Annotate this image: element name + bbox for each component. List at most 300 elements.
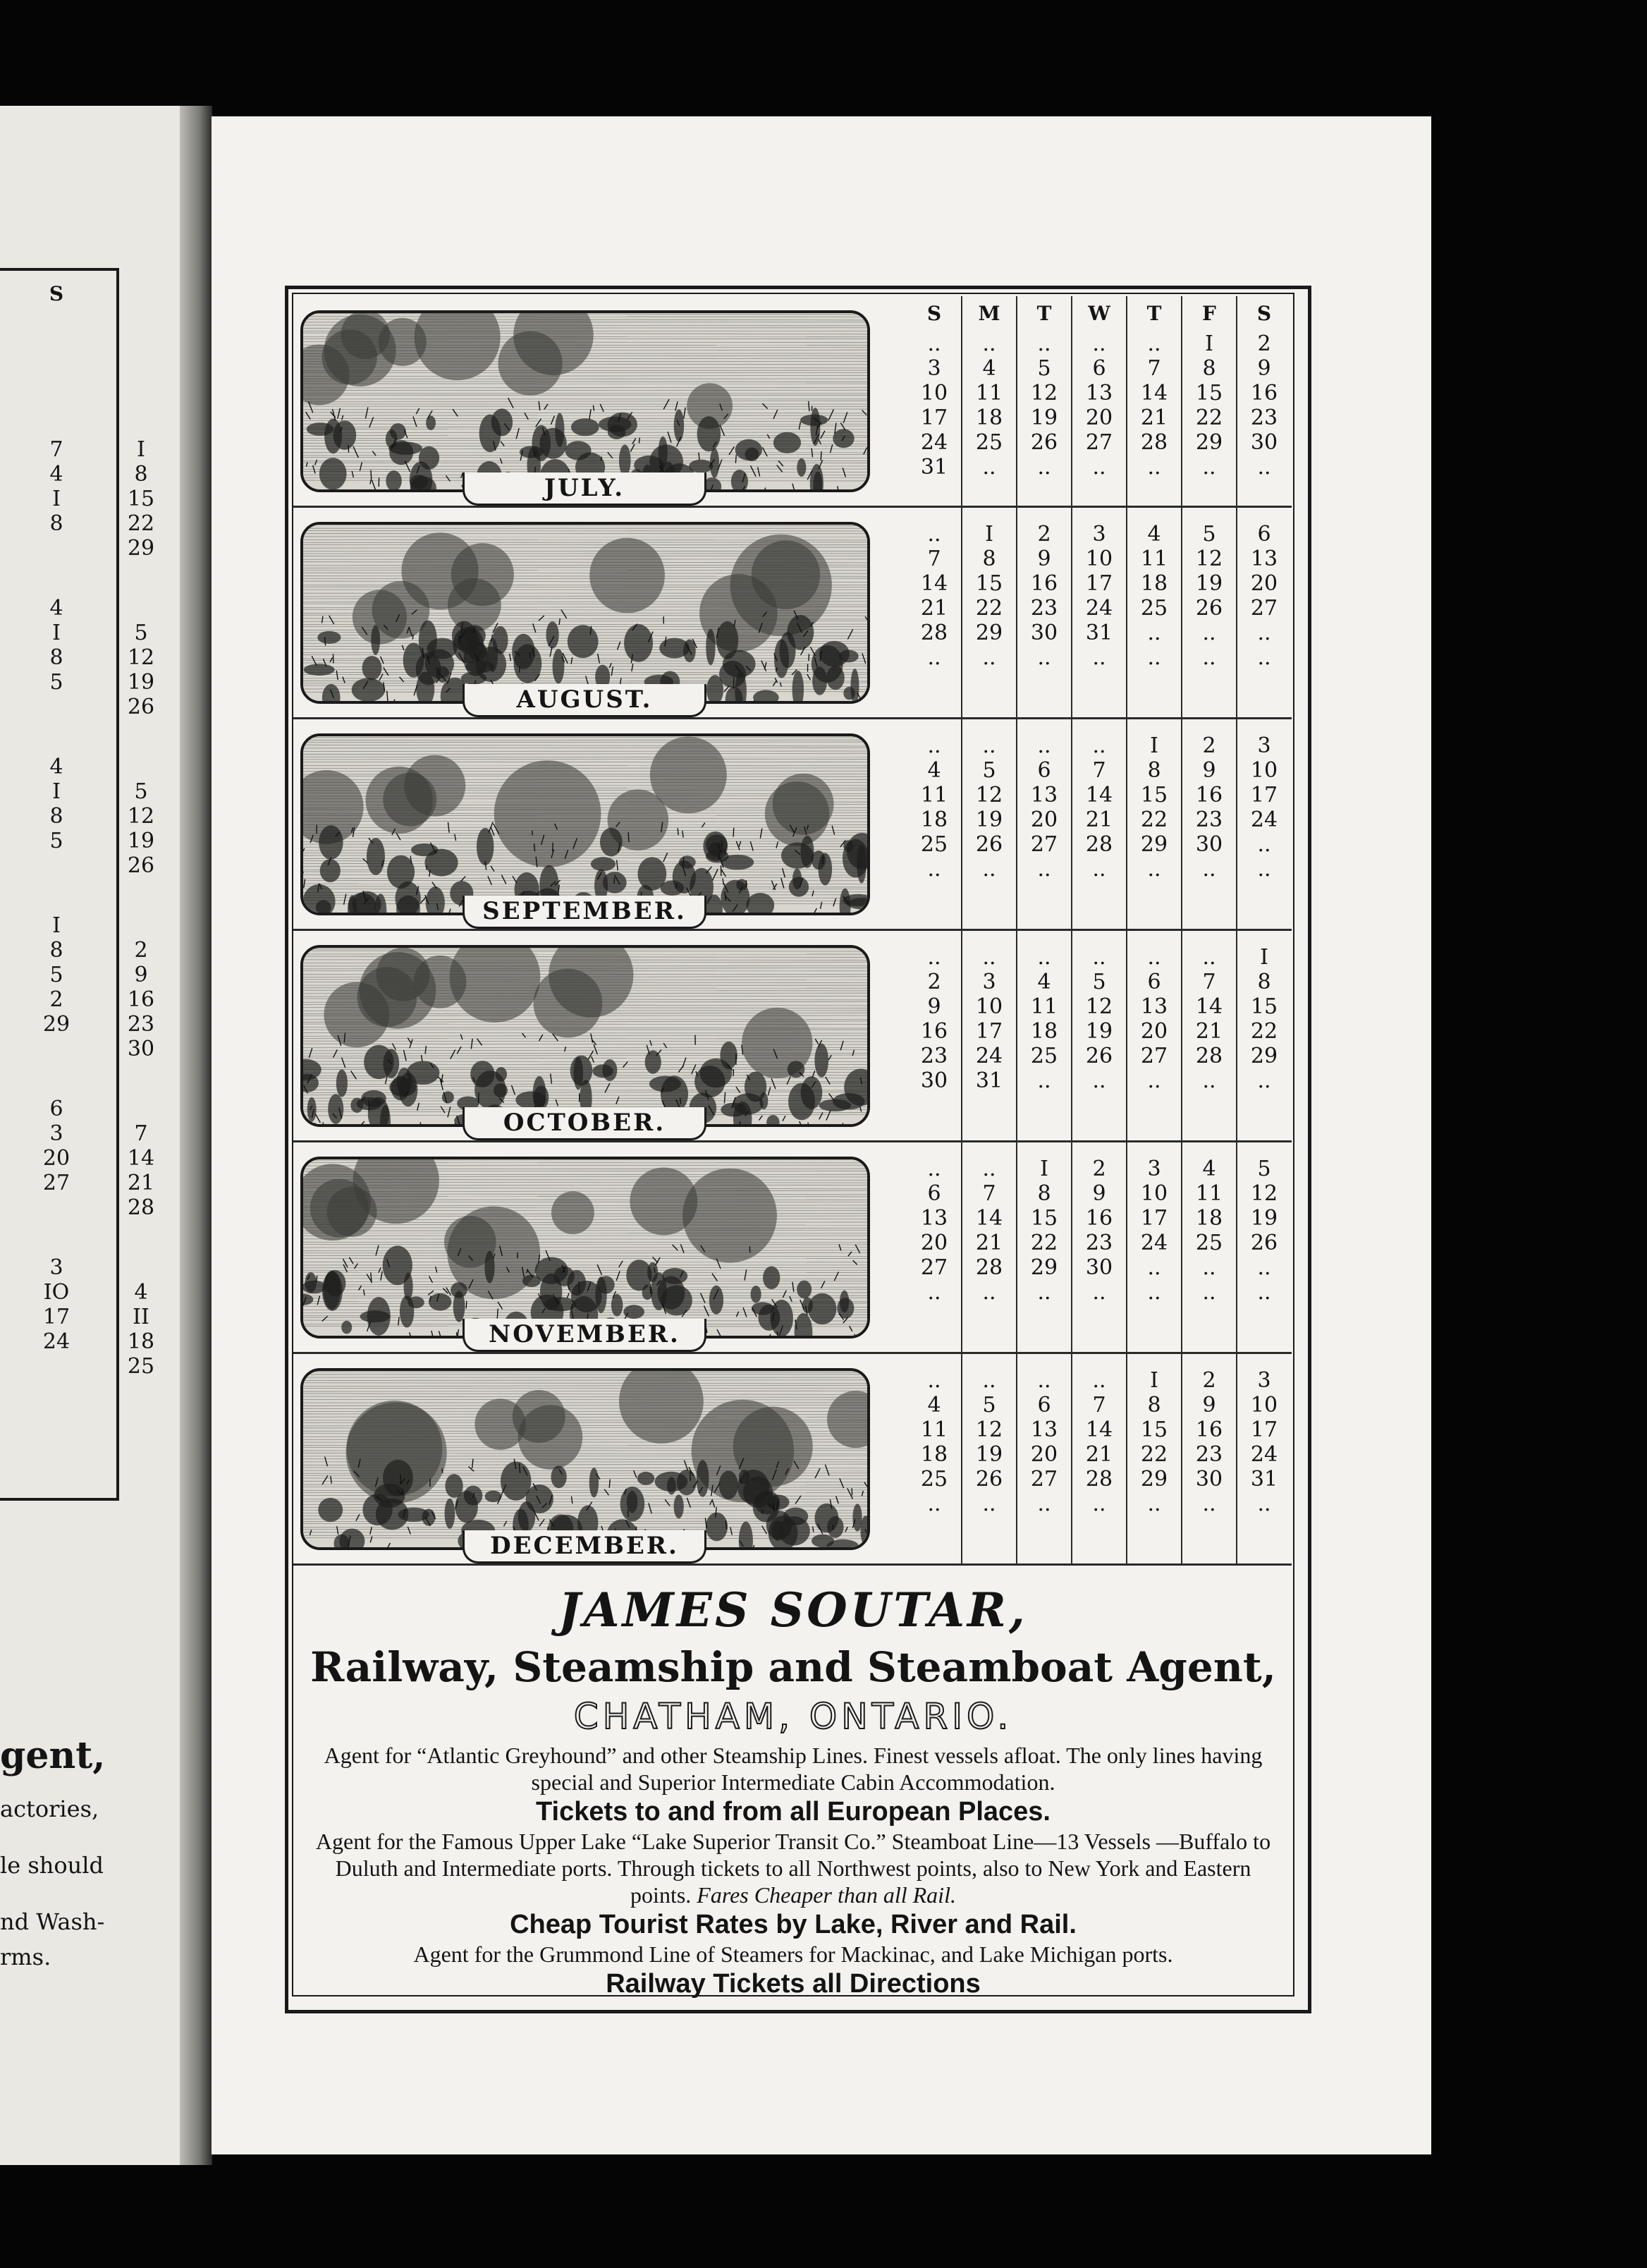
left-date: I	[52, 913, 61, 938]
calendar-date: ..	[1092, 1492, 1106, 1516]
calendar-date: 2	[1202, 1368, 1216, 1393]
advertiser-name: JAMES SOUTAR,	[558, 1583, 1028, 1638]
calendar-date: 27	[1140, 1044, 1168, 1068]
spacer	[1127, 1142, 1182, 1157]
month-calendar	[907, 508, 1292, 719]
calendar-date: ..	[1202, 1068, 1216, 1093]
month-calendar	[907, 719, 1292, 931]
calendar-date: 13	[1140, 994, 1168, 1019]
calendar-date: ..	[1257, 1492, 1271, 1516]
weekday-column	[1237, 1142, 1292, 1354]
calendar-date: 19	[975, 1442, 1003, 1467]
calendar-date: 13	[1085, 381, 1113, 406]
left-date: 17	[42, 1305, 71, 1329]
calendar-date: 14	[1140, 381, 1168, 406]
calendar-date: 15	[1140, 1418, 1168, 1442]
calendar-date: ..	[927, 331, 941, 356]
calendar-date: 24	[1250, 807, 1278, 832]
left-date: I	[52, 779, 61, 804]
left-date: 4	[49, 755, 63, 779]
calendar-date: 13	[1030, 1418, 1058, 1442]
calendar-date: 4	[1147, 522, 1161, 547]
calendar-date: 7	[1147, 356, 1161, 381]
calendar-date: 23	[1085, 1231, 1113, 1255]
left-date: 6	[49, 1097, 63, 1121]
calendar-date: 10	[1250, 758, 1278, 783]
month-calendar	[907, 931, 1292, 1142]
calendar-date: 3	[1257, 733, 1271, 758]
engraving-illustration	[303, 1159, 867, 1336]
calendar-date: 18	[920, 1442, 948, 1467]
calendar-date: 31	[1250, 1467, 1278, 1492]
engraving-illustration	[303, 525, 867, 701]
calendar-date: ..	[1092, 945, 1106, 970]
calendar-date: 29	[1140, 1467, 1168, 1492]
weekday-column	[1072, 719, 1127, 931]
calendar-date: 13	[920, 1206, 948, 1231]
calendar-date: 11	[920, 1418, 948, 1442]
calendar-date: ..	[1202, 945, 1216, 970]
month-vignette	[300, 945, 870, 1127]
calendar-date: ..	[927, 1157, 941, 1181]
calendar-date: 9	[1092, 1181, 1106, 1206]
month-vignette	[300, 522, 870, 704]
calendar-date: 5	[1202, 522, 1216, 547]
calendar-date: 17	[1140, 1206, 1168, 1231]
calendar-date: ..	[1037, 1280, 1051, 1305]
spacer	[1072, 508, 1127, 522]
calendar-date: ..	[1092, 1068, 1106, 1093]
calendar-date: ..	[1147, 1255, 1161, 1280]
left-frag-line: le should	[0, 1852, 104, 1879]
left-date: 30	[127, 1037, 155, 1061]
calendar-date: ..	[1202, 1492, 1216, 1516]
calendar-date: 13	[1030, 783, 1058, 807]
calendar-date: ..	[1092, 733, 1106, 758]
spacer	[907, 719, 962, 733]
calendar-date: 21	[1140, 406, 1168, 430]
calendar-date: 15	[975, 571, 1003, 596]
calendar-date: 4	[927, 758, 941, 783]
calendar-date: ..	[982, 733, 996, 758]
calendar-date: ..	[927, 1368, 941, 1393]
calendar-date: ..	[927, 733, 941, 758]
weekday-column	[1182, 931, 1237, 1142]
calendar-date: 10	[1085, 547, 1113, 571]
advertiser-role: Railway, Steamship and Steamboat Agent,	[310, 1643, 1276, 1691]
calendar-date: ..	[1037, 1368, 1051, 1393]
weekday-column	[1127, 508, 1182, 719]
weekday-header: S	[926, 302, 942, 325]
calendar-date: ..	[1202, 455, 1216, 480]
calendar-date: 18	[1140, 571, 1168, 596]
calendar-date: 2	[1037, 522, 1051, 547]
calendar-date: 14	[1085, 783, 1113, 807]
calendar-date: 18	[1030, 1019, 1058, 1044]
spacer	[1127, 719, 1182, 733]
calendar-date: 20	[1085, 406, 1113, 430]
calendar-date: 8	[1202, 356, 1216, 381]
calendar-date: ..	[1147, 1068, 1161, 1093]
calendar-date: 5	[1037, 356, 1051, 381]
calendar-date: ..	[1202, 1280, 1216, 1305]
calendar-date: ..	[927, 522, 941, 547]
left-date: 14	[127, 1146, 155, 1171]
left-date: II	[133, 1305, 149, 1329]
weekday-column	[962, 508, 1017, 719]
left-date: 7	[49, 437, 63, 462]
calendar-date: 9	[1202, 758, 1216, 783]
calendar-date: 30	[1195, 1467, 1223, 1492]
left-date: 24	[42, 1329, 71, 1354]
weekday-column	[907, 296, 962, 508]
month-name: NOVEMBER.	[463, 1319, 706, 1352]
calendar-date: ..	[1037, 645, 1051, 670]
calendar-date: ..	[1037, 733, 1051, 758]
left-date: 8	[49, 645, 63, 670]
calendar-date: 18	[975, 406, 1003, 430]
weekday-column	[1237, 1354, 1292, 1566]
weekday-column	[907, 1142, 962, 1354]
left-date: 5	[134, 621, 148, 645]
calendar-date: 17	[920, 406, 948, 430]
engraving-illustration	[303, 1371, 867, 1547]
weekday-column	[1182, 508, 1237, 719]
calendar-date: 25	[1195, 1231, 1223, 1255]
calendar-date: 13	[1250, 547, 1278, 571]
left-gap	[99, 1220, 183, 1280]
month-name: DECEMBER.	[463, 1530, 706, 1563]
calendar-date: 12	[975, 1418, 1003, 1442]
left-date: 9	[134, 963, 148, 987]
calendar-date: 30	[1250, 430, 1278, 455]
calendar-date: ..	[982, 1492, 996, 1516]
spacer	[1017, 931, 1072, 945]
left-header-s: S	[49, 282, 64, 305]
weekday-column	[907, 719, 962, 931]
calendar-date: 17	[1085, 571, 1113, 596]
weekday-column	[1072, 508, 1127, 719]
calendar-date: 12	[975, 783, 1003, 807]
calendar-date: ..	[1147, 1492, 1161, 1516]
calendar-date: 20	[1030, 807, 1058, 832]
spacer	[962, 1142, 1017, 1157]
weekday-column	[1237, 719, 1292, 931]
calendar-date: 6	[1092, 356, 1106, 381]
calendar-date: 9	[1202, 1393, 1216, 1418]
month-block	[293, 1142, 1292, 1354]
spacer	[1127, 1354, 1182, 1368]
calendar-date: 7	[1092, 758, 1106, 783]
calendar-date: 15	[1195, 381, 1223, 406]
calendar-date: 2	[1202, 733, 1216, 758]
calendar-date: I	[1260, 945, 1268, 970]
calendar-date: 14	[975, 1206, 1003, 1231]
left-date: 25	[127, 1354, 155, 1379]
ad-paragraph-2	[296, 1828, 1290, 1908]
weekday-header: S	[1256, 302, 1272, 325]
weekday-column	[1127, 719, 1182, 931]
calendar-date: ..	[927, 1280, 941, 1305]
calendar-date: 9	[1257, 356, 1271, 381]
calendar-date: 12	[1085, 994, 1113, 1019]
month-name: SEPTEMBER.	[463, 896, 706, 929]
calendar-date: 29	[1140, 832, 1168, 857]
left-date: 28	[127, 1195, 155, 1220]
calendar-date: 26	[975, 832, 1003, 857]
left-date: I	[52, 487, 61, 511]
calendar-date: 21	[1085, 807, 1113, 832]
weekday-column	[1127, 1354, 1182, 1566]
weekday-column	[962, 719, 1017, 931]
left-date: 12	[127, 804, 155, 829]
left-date: 26	[127, 695, 155, 719]
spacer	[962, 719, 1017, 733]
spacer	[1017, 719, 1072, 733]
left-date: 23	[127, 1012, 155, 1037]
calendar-date: 23	[1195, 807, 1223, 832]
calendar-date: ..	[982, 455, 996, 480]
calendar-date: 2	[1092, 1157, 1106, 1181]
calendar-date: 19	[1085, 1019, 1113, 1044]
calendar-date: 18	[1195, 1206, 1223, 1231]
calendar-date: 5	[1257, 1157, 1271, 1181]
ad-paragraph-1: Agent for “Atlantic Greyhound” and other Steamship Lines. Finest vessels afloat. The only lines having special and Superior Intermediate Cabin Accommodation.	[324, 1743, 1263, 1795]
weekday-column	[1072, 1142, 1127, 1354]
calendar-date: 15	[1250, 994, 1278, 1019]
left-date: 26	[127, 853, 155, 878]
left-date: 2	[49, 987, 63, 1012]
calendar-date: ..	[1202, 645, 1216, 670]
calendar-date: 25	[920, 1467, 948, 1492]
spacer	[1182, 1354, 1237, 1368]
calendar-date: 5	[982, 1393, 996, 1418]
weekday-column	[1127, 1142, 1182, 1354]
calendar-date: ..	[1257, 621, 1271, 645]
calendar-date: 21	[1085, 1442, 1113, 1467]
left-gap	[99, 878, 183, 938]
left-date: 2	[134, 938, 148, 963]
calendar-date: 11	[1140, 547, 1168, 571]
weekday-column	[907, 508, 962, 719]
left-gap	[14, 695, 99, 755]
spacer	[1182, 931, 1237, 945]
spacer	[1017, 508, 1072, 522]
calendar-date: 4	[982, 356, 996, 381]
calendar-date: 6	[1037, 758, 1051, 783]
left-date: 3	[49, 1255, 63, 1280]
calendar-date: 20	[1250, 571, 1278, 596]
calendar-date: 29	[975, 621, 1003, 645]
calendar-date: 28	[1085, 832, 1113, 857]
left-date: 29	[127, 536, 155, 561]
weekday-column	[1127, 931, 1182, 1142]
calendar-date: 24	[975, 1044, 1003, 1068]
weekday-column	[1237, 931, 1292, 1142]
calendar-date: 11	[1030, 994, 1058, 1019]
calendar-date: ..	[1147, 645, 1161, 670]
calendar-date: 12	[1195, 547, 1223, 571]
month-vignette	[300, 1368, 870, 1550]
left-date: 4	[49, 462, 63, 487]
weekday-column	[1182, 296, 1237, 508]
left-gap	[14, 536, 99, 596]
calendar-date: I	[985, 522, 993, 547]
calendar-date: 25	[1140, 596, 1168, 621]
left-gap	[99, 719, 183, 779]
left-frag-line: rms.	[0, 1944, 51, 1970]
calendar-date: 24	[1250, 1442, 1278, 1467]
weekday-header: T	[1146, 302, 1162, 325]
calendar-date: 19	[1195, 571, 1223, 596]
calendar-date: 7	[1202, 970, 1216, 994]
calendar-date: 30	[920, 1068, 948, 1093]
calendar-date: 8	[1257, 970, 1271, 994]
left-date: I	[137, 437, 145, 462]
calendar-date: 9	[927, 994, 941, 1019]
calendar-date: ..	[1257, 1280, 1271, 1305]
left-gap	[14, 853, 99, 913]
calendar-date: 24	[920, 430, 948, 455]
calendar-date: 29	[1250, 1044, 1278, 1068]
calendar-date: 5	[1092, 970, 1106, 994]
advertiser-city: CHATHAM, ONTARIO.	[573, 1696, 1013, 1737]
calendar-date: 19	[1030, 406, 1058, 430]
left-date: 5	[49, 670, 63, 695]
spacer	[1182, 1142, 1237, 1157]
calendar-date: ..	[982, 1280, 996, 1305]
calendar-date: 2	[1257, 331, 1271, 356]
spacer	[907, 1354, 962, 1368]
calendar-date: 16	[920, 1019, 948, 1044]
calendar-date: 30	[1085, 1255, 1113, 1280]
calendar-date: 28	[1195, 1044, 1223, 1068]
left-date: I	[52, 621, 61, 645]
left-date: 3	[49, 1121, 63, 1146]
calendar-date: 10	[920, 381, 948, 406]
left-gap	[99, 561, 183, 621]
month-name: AUGUST.	[463, 684, 706, 717]
ad-paragraph-2-italic: Fares Cheaper than all Rail.	[697, 1882, 956, 1908]
calendar-date: 19	[1250, 1206, 1278, 1231]
month-calendar	[907, 296, 1292, 508]
left-date: 8	[49, 938, 63, 963]
left-gap	[99, 1379, 183, 1439]
calendar-date: 23	[1250, 406, 1278, 430]
calendar-date: 3	[1257, 1368, 1271, 1393]
left-date: 8	[49, 511, 63, 536]
left-date: 5	[49, 963, 63, 987]
month-block	[293, 296, 1292, 508]
calendar-date: 10	[1140, 1181, 1168, 1206]
month-vignette	[300, 310, 870, 492]
calendar-date: 3	[927, 356, 941, 381]
spacer	[1127, 508, 1182, 522]
left-date: 27	[42, 1171, 71, 1195]
weekday-header: M	[978, 302, 1000, 325]
calendar-date: ..	[1147, 621, 1161, 645]
calendar-date: 12	[1030, 381, 1058, 406]
calendar-date: 12	[1250, 1181, 1278, 1206]
calendar-date: ..	[1037, 1068, 1051, 1093]
calendar-date: 11	[975, 381, 1003, 406]
book-gutter	[180, 106, 212, 2165]
month-name: OCTOBER.	[463, 1107, 706, 1140]
weekday-column	[1072, 1354, 1127, 1566]
weekday-header: F	[1202, 302, 1216, 325]
month-calendar	[907, 1354, 1292, 1566]
calendar-date: I	[1150, 1368, 1158, 1393]
calendar-date: 22	[1195, 406, 1223, 430]
calendar-date: 2	[927, 970, 941, 994]
calendar-date: 17	[975, 1019, 1003, 1044]
calendar-date: ..	[1257, 1068, 1271, 1093]
calendar-date: 27	[920, 1255, 948, 1280]
weekday-column	[1182, 1142, 1237, 1354]
calendar-date: ..	[982, 1157, 996, 1181]
calendar-date: 23	[1030, 596, 1058, 621]
left-date: 22	[127, 511, 155, 536]
calendar-date: 27	[1085, 430, 1113, 455]
weekday-column	[1017, 931, 1072, 1142]
weekday-column	[1017, 719, 1072, 931]
calendar-date: 26	[1030, 430, 1058, 455]
left-gap	[99, 1061, 183, 1121]
calendar-date: ..	[1147, 1280, 1161, 1305]
left-date: 7	[134, 1121, 148, 1146]
calendar-date: 16	[1195, 783, 1223, 807]
spacer	[1237, 1354, 1292, 1368]
left-gap	[14, 1195, 99, 1255]
calendar-date: 15	[1140, 783, 1168, 807]
engraving-illustration	[303, 948, 867, 1124]
ad-paragraph-3: Agent for the Grummond Line of Steamers for Mackinac, and Lake Michigan ports.	[413, 1941, 1173, 1967]
spacer	[1237, 508, 1292, 522]
spacer	[1017, 1142, 1072, 1157]
left-date: 12	[127, 645, 155, 670]
calendar-date: 28	[1140, 430, 1168, 455]
month-block	[293, 1354, 1292, 1566]
calendar-date: 27	[1250, 596, 1278, 621]
calendar-date: I	[1040, 1157, 1048, 1181]
weekday-column	[962, 1142, 1017, 1354]
calendar-date: ..	[1147, 945, 1161, 970]
spacer	[1127, 931, 1182, 945]
calendar-date: ..	[1037, 945, 1051, 970]
weekday-column	[962, 296, 1017, 508]
calendar-date: 28	[975, 1255, 1003, 1280]
calendar-date: 16	[1030, 571, 1058, 596]
left-date: 8	[49, 804, 63, 829]
engraving-illustration	[303, 313, 867, 489]
calendar-date: 7	[1092, 1393, 1106, 1418]
spacer	[1237, 1142, 1292, 1157]
calendar-date: 14	[1085, 1418, 1113, 1442]
calendar-date: 29	[1195, 430, 1223, 455]
calendar-date: 30	[1030, 621, 1058, 645]
weekday-column	[962, 1354, 1017, 1566]
calendar-date: 5	[982, 758, 996, 783]
calendar-date: 7	[982, 1181, 996, 1206]
calendar-date: 26	[1250, 1231, 1278, 1255]
calendar-date: 9	[1037, 547, 1051, 571]
calendar-date: 20	[1140, 1019, 1168, 1044]
left-frag-line: actories,	[0, 1796, 99, 1822]
weekday-column	[1182, 719, 1237, 931]
calendar-date: 21	[920, 596, 948, 621]
calendar-date: 26	[975, 1467, 1003, 1492]
calendar-date: 16	[1085, 1206, 1113, 1231]
